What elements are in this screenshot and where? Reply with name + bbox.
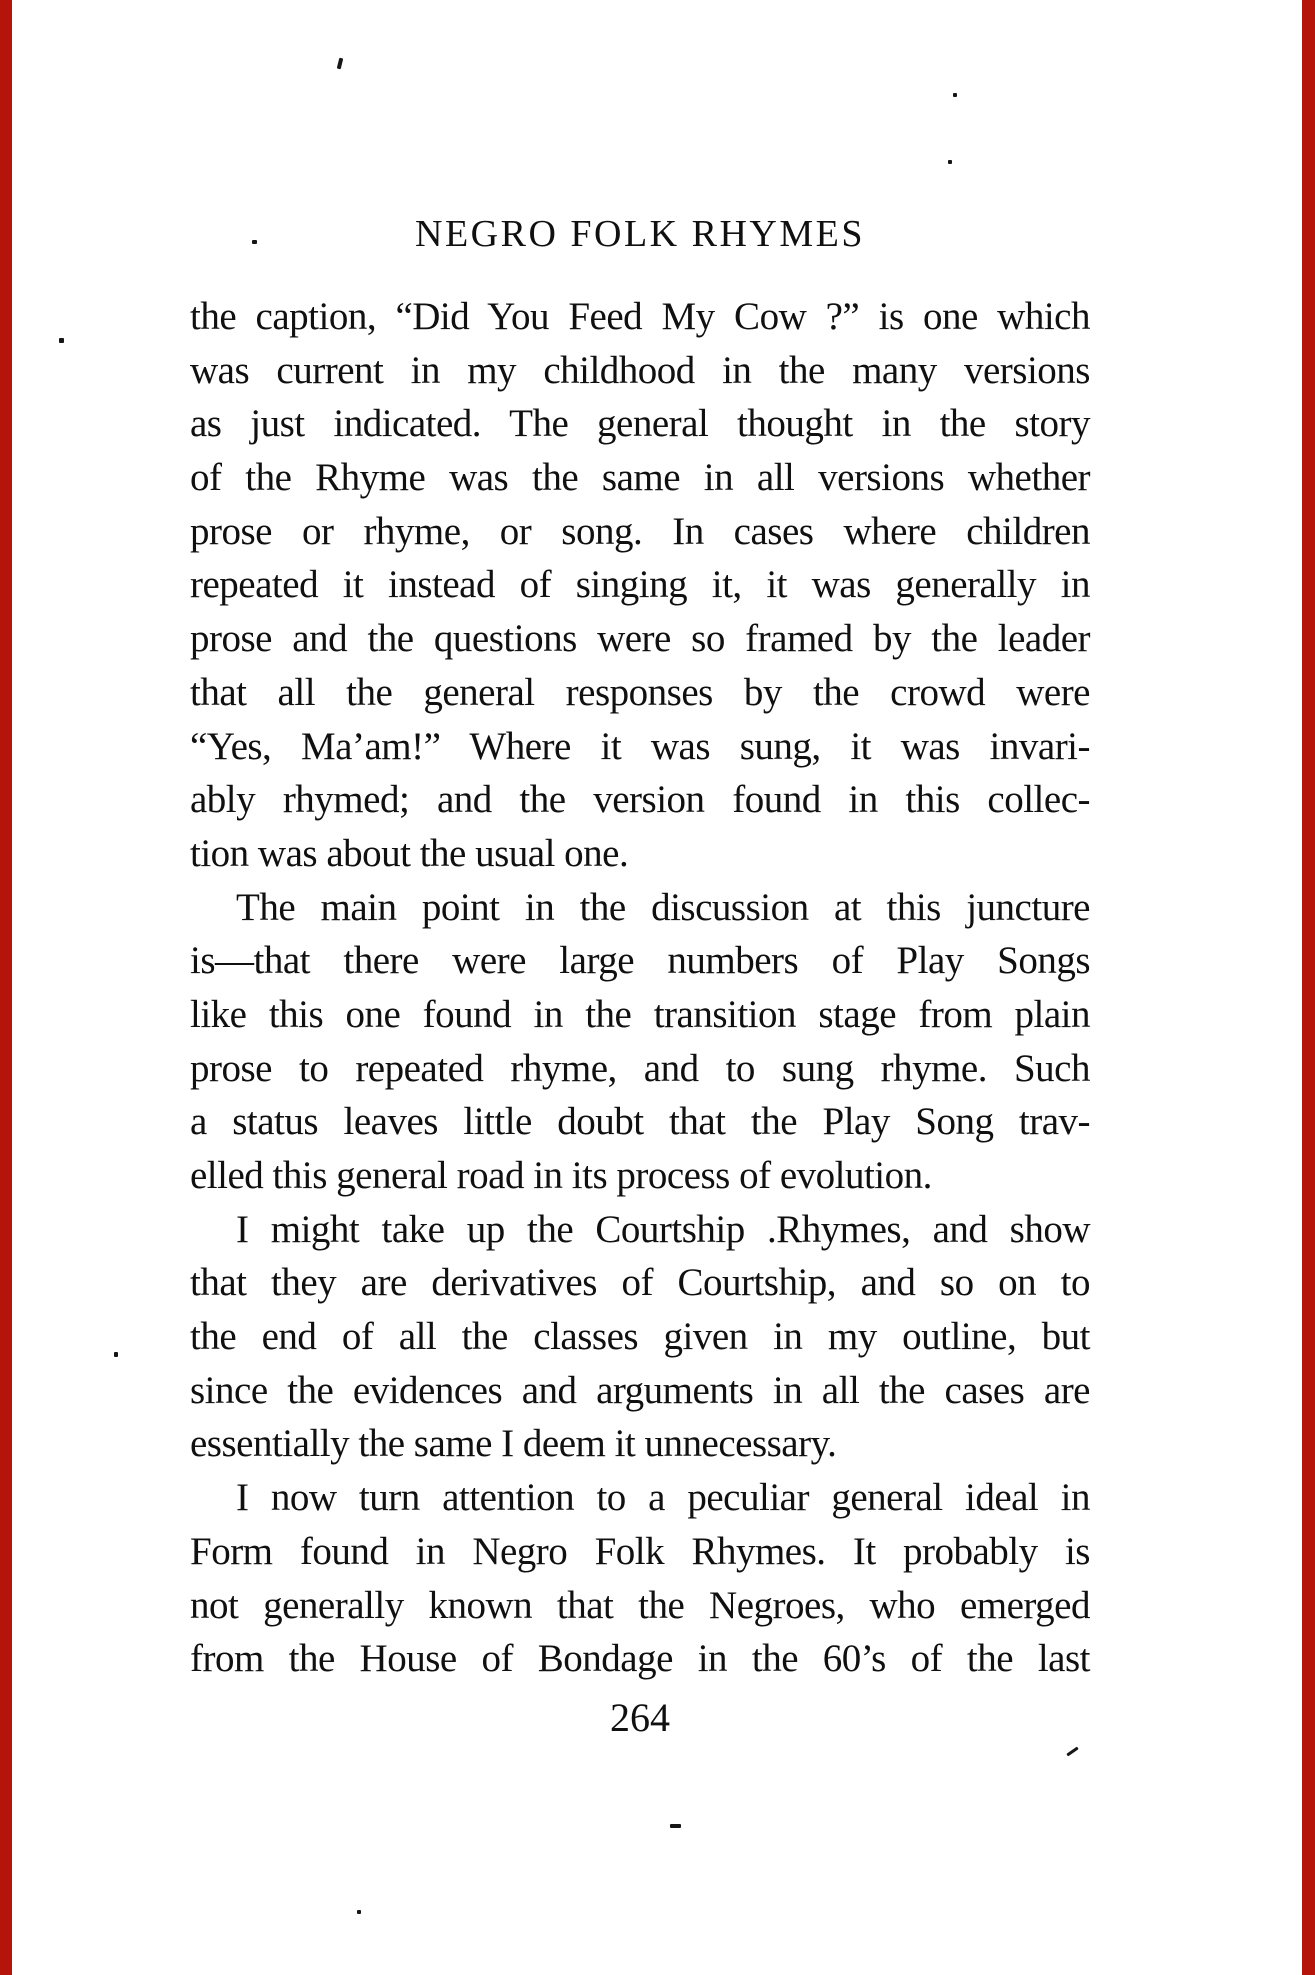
scan-speck bbox=[337, 58, 344, 70]
text-line: I now turn attention to a peculiar general ideal in bbox=[236, 1476, 1090, 1520]
text-line: a status leaves little doubt that the Play Song trav- bbox=[190, 1100, 1090, 1144]
scan-edge-right bbox=[1302, 0, 1315, 1975]
scan-speck bbox=[59, 338, 64, 343]
text-line: The main point in the discussion at this juncture bbox=[236, 885, 1090, 929]
text-block bbox=[190, 290, 1090, 1686]
paragraph bbox=[190, 881, 1090, 1203]
text-line: repeated it instead of singing it, it was generally in bbox=[190, 563, 1090, 607]
running-head: NEGRO FOLK RHYMES bbox=[415, 213, 865, 255]
text-line: since the evidences and arguments in all the cases are bbox=[190, 1368, 1090, 1412]
text-line: was current in my childhood in the many versions bbox=[190, 348, 1090, 392]
scan-speck bbox=[357, 1910, 361, 1914]
text-line: Form found in Negro Folk Rhymes. It probably is bbox=[190, 1529, 1090, 1573]
text-line: ably rhymed; and the version found in this collec- bbox=[190, 778, 1090, 822]
scan-speck bbox=[114, 1352, 118, 1357]
text-line: like this one found in the transition stage from plain bbox=[190, 992, 1090, 1036]
text-line: “Yes, Ma’am!” Where it was sung, it was invari- bbox=[190, 724, 1090, 768]
text-line: that they are derivatives of Courtship, and so on to bbox=[190, 1261, 1090, 1305]
scan-speck bbox=[252, 240, 257, 244]
text-line: tion was about the usual one. bbox=[190, 831, 629, 875]
paragraph bbox=[190, 290, 1090, 881]
scan-speck bbox=[948, 160, 952, 164]
text-line: the caption, “Did You Feed My Cow ?” is one which bbox=[190, 295, 1090, 338]
text-line: from the House of Bondage in the 60’s of the last bbox=[190, 1637, 1090, 1681]
text-line: is—that there were large numbers of Play Songs bbox=[190, 939, 1090, 983]
text-line: essentially the same I deem it unnecessary. bbox=[190, 1422, 837, 1466]
text-line: I might take up the Courtship .Rhymes, and show bbox=[236, 1207, 1090, 1251]
text-line: prose and the questions were so framed by the leader bbox=[190, 617, 1090, 661]
text-line: prose to repeated rhyme, and to sung rhyme. Such bbox=[190, 1046, 1090, 1090]
text-line: not generally known that the Negroes, who emerged bbox=[190, 1583, 1090, 1627]
scan-speck bbox=[1066, 1747, 1078, 1757]
text-line: of the Rhyme was the same in all versions whether bbox=[190, 456, 1090, 500]
scan-speck bbox=[953, 93, 957, 97]
text-line: the end of all the classes given in my outline, but bbox=[190, 1315, 1090, 1359]
paragraph bbox=[190, 1471, 1090, 1686]
page-number: 264 bbox=[610, 1695, 670, 1740]
text-line: elled this general road in its process of evolution. bbox=[190, 1154, 932, 1197]
text-line: that all the general responses by the crowd were bbox=[190, 670, 1090, 714]
text-line: as just indicated. The general thought in the story bbox=[190, 402, 1090, 446]
text-line: prose or rhyme, or song. In cases where children bbox=[190, 509, 1090, 553]
paragraph bbox=[190, 1203, 1090, 1471]
scan-speck bbox=[670, 1824, 681, 1828]
scan-edge-left bbox=[0, 0, 12, 1975]
